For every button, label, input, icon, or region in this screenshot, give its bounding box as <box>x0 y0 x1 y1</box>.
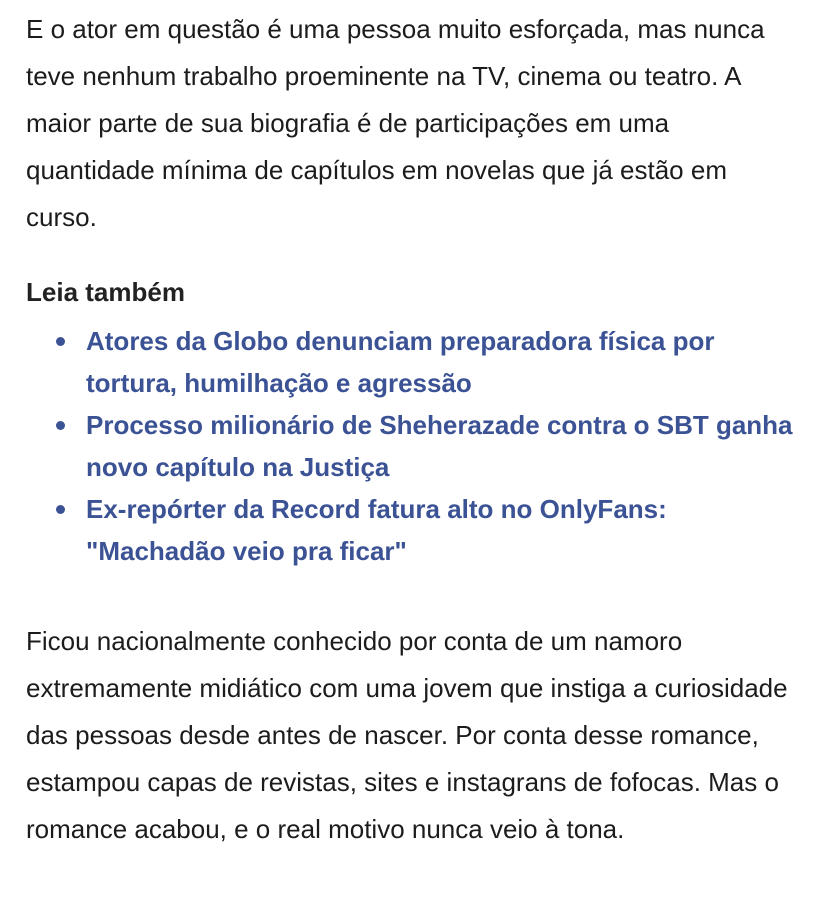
related-list-item <box>56 320 802 404</box>
related-heading: Leia também <box>26 277 185 307</box>
bullet-dot-icon <box>56 337 65 346</box>
related-link-globo[interactable]: Atores da Globo denunciam preparadora física por tortura, humilhação e agressão <box>86 326 715 398</box>
bullet-dot-icon <box>56 505 65 514</box>
related-link-sheherazade[interactable]: Processo milionário de Sheherazade contra o SBT ganha novo capítulo na Justiça <box>86 410 793 482</box>
article-paragraph: Ficou nacionalmente conhecido por conta de um namoro extremamente midiático com uma jovem que instiga a curiosidade das pessoas desde antes de nascer. Por conta desse romance, estampou capas de revistas, sites e instagrans de fofocas. Mas o romance acabou, e o real motivo nunca veio à tona. <box>26 626 788 844</box>
related-articles <box>26 272 802 572</box>
related-list-item <box>56 404 802 488</box>
related-link-record[interactable]: Ex-repórter da Record fatura alto no OnlyFans: "Machadão veio pra ficar" <box>86 494 667 566</box>
related-list-item <box>56 488 802 572</box>
related-list <box>26 320 802 572</box>
article-paragraph: E o ator em questão é uma pessoa muito esforçada, mas nunca teve nenhum trabalho proeminente na TV, cinema ou teatro. A maior parte de sua biografia é de participações em uma quantidade mínima de capítulos em novelas que já estão em curso. <box>26 14 765 232</box>
bullet-dot-icon <box>56 421 65 430</box>
